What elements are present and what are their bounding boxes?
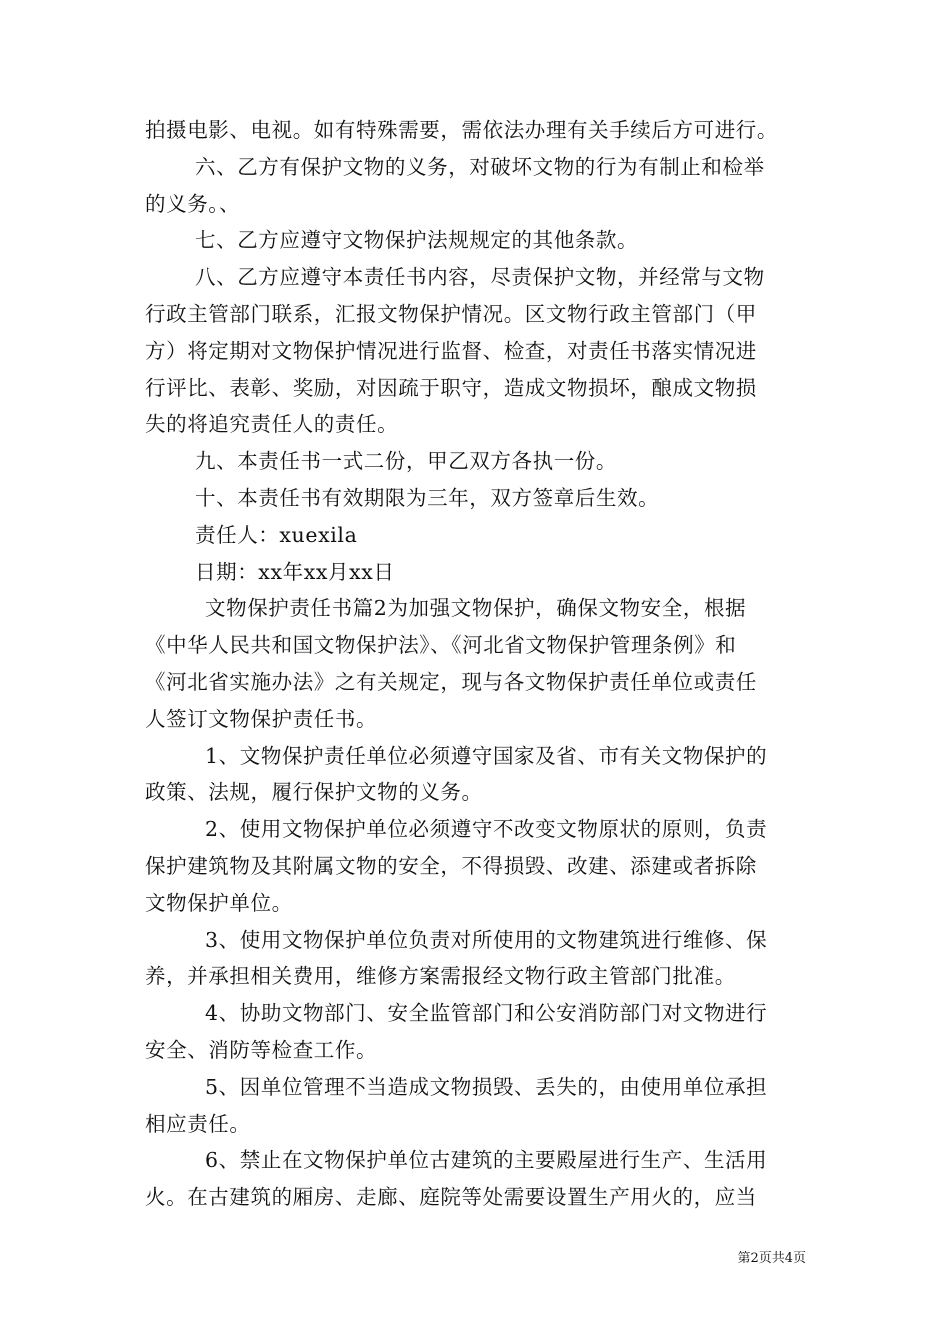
text-line: 六、乙方有保护文物的义务，对破坏文物的行为有制止和检举: [195, 154, 765, 179]
text-line: 保护建筑物及其附属文物的安全，不得损毁、改建、添建或者拆除: [145, 853, 757, 878]
text-line: 七、乙方应遵守文物保护法规规定的其他条款。: [195, 228, 639, 253]
text-line: 八、乙方应遵守本责任书内容，尽责保护文物，并经常与文物: [195, 265, 765, 290]
text-line: 方）将定期对文物保护情况进行监督、检查，对责任书落实情况进: [145, 338, 757, 363]
text-line: 十、本责任书有效期限为三年，双方签章后生效。: [195, 485, 660, 510]
text-line: 《河北省实施办法》之有关规定，现与各文物保护责任单位或责任: [145, 669, 757, 694]
text-line: 相应责任。: [145, 1111, 251, 1136]
text-line: 养，并承担相关费用，维修方案需报经文物行政主管部门批准。: [145, 964, 736, 989]
date-line: 日期：xx年xx月xx日: [195, 559, 395, 584]
text-line: 九、本责任书一式二份，甲乙双方各执一份。: [195, 449, 617, 474]
text-line: 2、使用文物保护单位必须遵守不改变文物原状的原则，负责: [205, 817, 768, 842]
text-line: 5、因单位管理不当造成文物损毁、丢失的，由使用单位承担: [205, 1074, 768, 1099]
text-line: 拍摄电影、电视。如有特殊需要，需依法办理有关手续后方可进行。: [145, 118, 778, 142]
responsible-person: 责任人：xuexila: [195, 522, 358, 547]
text-line: 的义务。、: [145, 191, 241, 216]
page-number: 第2页共4页: [737, 1251, 806, 1266]
document-body: [145, 112, 811, 1216]
text-line: 安全、消防等检查工作。: [145, 1037, 378, 1062]
text-line: 政策、法规，履行保护文物的义务。: [145, 780, 483, 805]
text-line: 失的将追究责任人的责任。: [145, 412, 399, 437]
text-line: 4、协助文物部门、安全监管部门和公安消防部门对文物进行: [205, 1001, 768, 1026]
text-line: 人签订文物保护责任书。: [145, 706, 378, 731]
text-line: 行评比、表彰、奖励，对因疏于职守，造成文物损坏，酿成文物损: [145, 375, 757, 400]
text-line: 行政主管部门联系，汇报文物保护情况。区文物行政主管部门（甲: [145, 301, 757, 326]
text-line: 文物保护单位。: [145, 890, 293, 915]
text-line: 1、文物保护责任单位必须遵守国家及省、市有关文物保护的: [205, 743, 768, 768]
text-line: 火。在古建筑的厢房、走廊、庭院等处需要设置生产用火的，应当: [145, 1185, 757, 1210]
text-line: 《中华人民共和国文物保护法》、《河北省文物保护管理条例》和: [145, 633, 737, 658]
text-line: 6、禁止在文物保护单位古建筑的主要殿屋进行生产、生活用: [205, 1148, 768, 1173]
text-line: 3、使用文物保护单位负责对所使用的文物建筑进行维修、保: [205, 927, 768, 952]
section-heading-line: 文物保护责任书篇2为加强文物保护，确保文物安全，根据: [205, 596, 747, 621]
